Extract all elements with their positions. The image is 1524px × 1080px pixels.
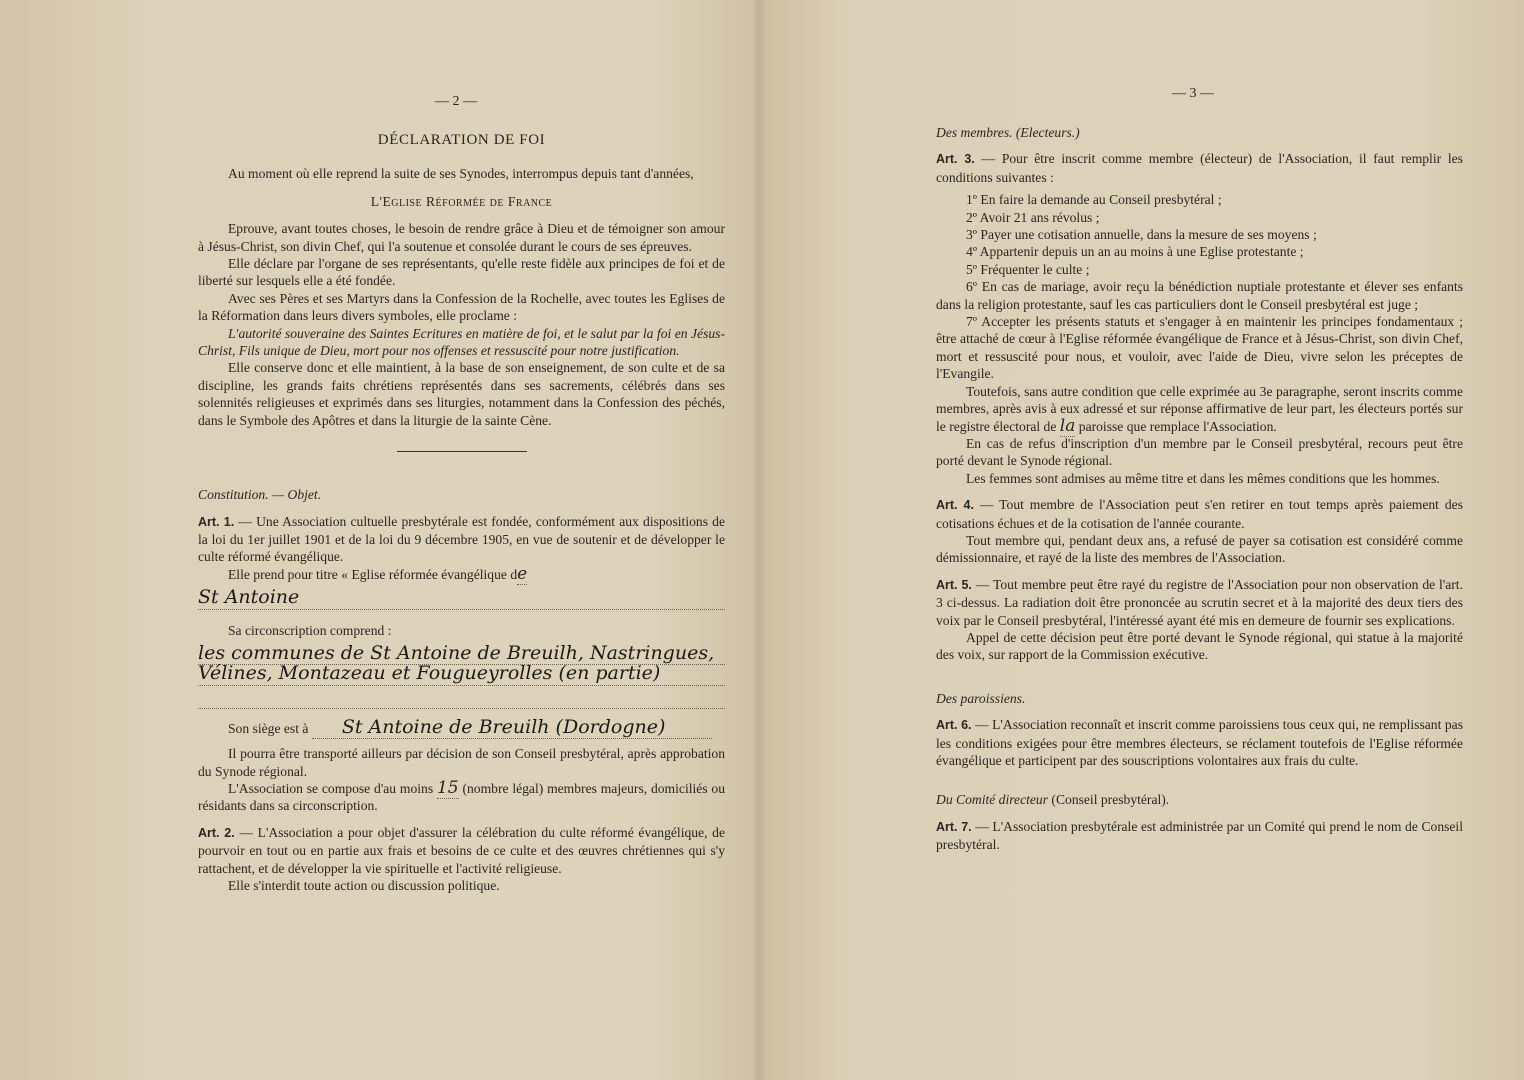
article-label: Art. 4. [936, 498, 974, 513]
paragraph: Elle déclare par l'organe de ses représentants, qu'elle reste fidèle aux principes de foi et de liberté sur lesquels elle a été fondée. [198, 256, 725, 289]
condition-item: 6º En cas de mariage, avoir reçu la bénédiction nuptiale protestante et élever ses enfants dans la religion protestante, sauf les cas particuliers dont le Conseil presbytéral est juge ; [936, 279, 1463, 312]
handwritten-suffix: e [517, 563, 528, 584]
article-label: Art. 2. [198, 825, 235, 840]
paragraph: Il pourra être transporté ailleurs par décision de son Conseil presbytéral, après approbation du Synode régional. [198, 746, 725, 779]
paragraph: paroisse que remplace l'Association. [1078, 418, 1277, 434]
article-text: — Pour être inscrit comme membre (électeur) de l'Association, il faut remplir les conditions suivantes : [936, 151, 1463, 185]
paragraph: Avec ses Pères et ses Martyrs dans la Confession de la Rochelle, avec toutes les Eglises de la Réformation dans leurs divers symboles, elle proclame : [198, 290, 725, 324]
condition-item: 7º Accepter les présents statuts et s'engager à en maintenir les principes fondamentaux ; être attaché de cœur à l'Eglise réformée évangélique de France et à Jésus-Christ, son divin Chef, mort et ressuscité pour nous, et vouloir, avec l'aide de Dieu, vivre selon les préceptes de l'Evangile. [936, 314, 1463, 382]
paragraph: L'Association se compose d'au moins [228, 780, 434, 796]
article-label: Art. 7. [936, 819, 972, 834]
declaration-title: DÉCLARATION DE FOI [377, 132, 546, 148]
book-gutter [752, 0, 766, 1080]
handwritten-number: 15 [436, 777, 459, 798]
section-heading: Du Comité directeur [936, 792, 1049, 808]
circonscription-label: Sa circonscription comprend : [228, 622, 392, 638]
paragraph: En cas de refus d'inscription d'un membre par le Conseil presbytéral, recours peut être porté devant le Synode régional. [936, 435, 1463, 469]
handwritten-circonscription-2: Vélines, Montazeau et Fougueyrolles (en partie) [198, 665, 725, 685]
section-heading: Constitution. — Objet. [198, 487, 322, 503]
section-heading: Des membres. (Electeurs.) [936, 125, 1080, 140]
section-heading-suffix: (Conseil presbytéral). [1051, 792, 1170, 808]
handwritten-circonscription-1: les communes de St Antoine de Breuilh, Nastringues, [198, 645, 725, 665]
condition-item: 5º Fréquenter le culte ; [966, 261, 1090, 277]
siege-label: Son siège est à [228, 720, 309, 736]
paragraph: (nombre légal) membres majeurs, domiciliés ou résidants dans sa circonscription. [198, 780, 725, 814]
left-page-text [198, 132, 725, 894]
article-text: — L'Association presbytérale est administrée par un Comité qui prend le nom de Conseil presbytéral. [936, 818, 1463, 853]
title-line: Elle prend pour titre « Eglise réformée évangélique d [228, 566, 518, 582]
article-label: Art. 5. [936, 577, 972, 592]
paragraph: Elle s'interdit toute action ou discussion politique. [228, 878, 500, 893]
condition-item: 1º En faire la demande au Conseil presbytéral ; [966, 192, 1222, 208]
paragraph: Tout membre qui, pendant deux ans, a refusé de payer sa cotisation est considéré comme démissionnaire, et rayé de la liste des membres de l'Association. [936, 532, 1463, 566]
church-name: L'Eglise Réformée de France [370, 193, 553, 209]
article-label: Art. 6. [936, 718, 972, 733]
page-number: — 3 — [1172, 86, 1214, 101]
article-label: Art. 3. [936, 152, 975, 167]
handwritten-siege: St Antoine de Breuilh (Dordogne) [312, 719, 712, 739]
right-page-text [936, 124, 1463, 854]
article-text: — Une Association cultuelle presbytérale est fondée, conformément aux dispositions de la loi du 1er juillet 1901 et de la loi du 9 décembre 1905, en vue de soutenir et de développer le culte réformé évangélique. [198, 513, 725, 565]
paragraph: Au moment où elle reprend la suite de ses Synodes, interrompus depuis tant d'années, [228, 166, 694, 182]
paragraph: Appel de cette décision peut être porté devant le Synode régional, qui statue à la majorité des voix, sur rapport de la Commission exécutive. [936, 629, 1463, 663]
article-text: — L'Association reconnaît et inscrit comme paroissiens tous ceux qui, ne remplissant pas les conditions exigées pour être membres électeurs, se réclament toutefois de l'Eglise réformée évangélique et participent par des souscriptions volontaires aux frais du culte. [936, 717, 1463, 768]
section-heading: Des paroissiens. [936, 690, 1026, 706]
article-text: — Tout membre de l'Association peut s'en retirer en tout temps après paiement des cotisations échues et de la cotisation de l'année courante. [936, 497, 1463, 531]
article-text: — L'Association a pour objet d'assurer la célébration du culte réformé évangélique, de pourvoir en tout ou en partie aux frais et besoins de ce culte et des œuvres chrétiennes qui s'y rattachent, et de développer la vie spirituelle et l'activité religieuse. [198, 824, 725, 876]
paragraph: Elle conserve donc et elle maintient, à la base de son enseignement, de son culte et de sa discipline, les grands faits chrétiens représentés dans ses sacrements, célébrés dans ses solennités religieuses et exprimés dans ses liturgies, notamment dans la Confession des péchés, dans le Symbole des Apôtres et dans la liturgie de la sainte Cène. [198, 360, 725, 428]
right-page [760, 0, 1524, 1080]
handwritten-article: la [1059, 415, 1076, 436]
paragraph-italic: L'autorité souveraine des Saintes Ecritures en matière de foi, et le salut par la foi en Jésus-Christ, Fils unique de Dieu, mort pour nos offenses et ressuscité pour notre justification. [198, 325, 725, 359]
condition-item: 2º Avoir 21 ans révolus ; [966, 209, 1100, 225]
condition-item: 4º Appartenir depuis un an au moins à une Eglise protestante ; [966, 244, 1304, 260]
paragraph: Eprouve, avant toutes choses, le besoin de rendre grâce à Dieu et de témoigner son amour à Jésus-Christ, son divin Chef, qui l'a soutenue et consolée durant le cours de ses épreuves. [198, 221, 725, 254]
left-page [0, 0, 760, 1080]
condition-item: 3º Payer une cotisation annuelle, dans la mesure de ses moyens ; [966, 227, 1317, 243]
article-label: Art. 1. [198, 514, 235, 529]
handwritten-title: St Antoine [198, 589, 725, 609]
paragraph: Les femmes sont admises au même titre et dans les mêmes conditions que les hommes. [966, 470, 1440, 486]
paragraph: Toutefois, sans autre condition que celle exprimée au 3e paragraphe, seront inscrits comme membres, après avis à eux adressé et sur réponse affirmative de leur part, les électeurs portés sur le registre électoral de [936, 383, 1463, 434]
article-text: — Tout membre peut être rayé du registre de l'Association pour non observation de l'art. 3 ci-dessus. La radiation doit être prononcée au scrutin secret et à la majorité des deux tiers des voix par le Conseil presbytéral, l'intéressé ayant été mis en demeure de fournir ses explications. [936, 576, 1463, 628]
page-number: — 2 — [435, 94, 477, 109]
